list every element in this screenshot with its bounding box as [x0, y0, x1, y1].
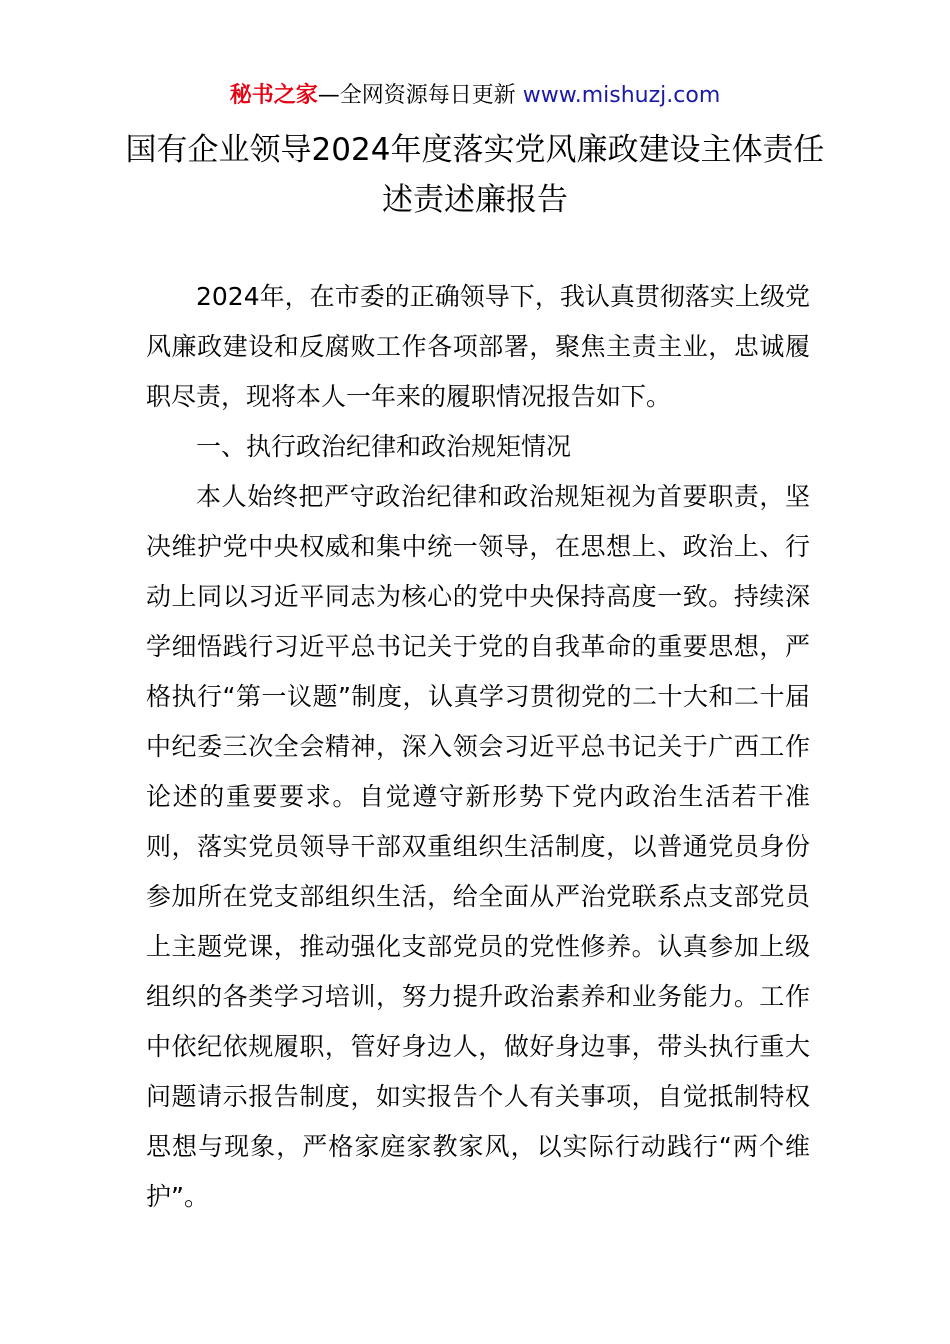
- site-url-link[interactable]: www.mishuzj.com: [522, 83, 721, 108]
- document-title: 国有企业领导2024年度落实党风廉政建设主体责任述责述廉报告: [125, 132, 825, 218]
- body-paragraph: 本人始终把严守政治纪律和政治规矩视为首要职责，坚决维护党中央权威和集中统一领导，在思想上、政治上、行动上同以习近平同志为核心的党中央保持高度一致。持续深学细悟践行习近平总书记关于党的自我革命的重要思想，严格执行“第一议题”制度，认真学习贯彻党的二十大和二十届中纪委三次全会精神，深入领会习近平总书记关于广西工作论述的重要要求。自觉遵守新形势下党内政治生活若干准则，落实党员领导干部双重组织生活制度，以普通党员身份参加所在党支部组织生活，给全面从严治党联系点支部党员上主题党课，推动强化支部党员的党性修养。认真参加上级组织的各类学习培训，努力提升政治素养和业务能力。工作中依纪依规履职，管好身边人，做好身边事，带头执行重大问题请示报告制度，如实报告个人有关事项，自觉抵制特权思想与现象，严格家庭家教家风，以实际行动践行“两个维护”。: [146, 482, 810, 1211]
- intro-paragraph: 2024年，在市委的正确领导下，我认真贯彻落实上级党风廉政建设和反腐败工作各项部署，聚焦主责主业，忠诚履职尽责，现将本人一年来的履职情况报告如下。: [146, 282, 810, 411]
- brand-name: 秘书之家: [229, 83, 318, 108]
- site-banner: [0, 80, 950, 112]
- banner-tagline: —全网资源每日更新: [317, 83, 523, 108]
- section-heading: 一、执行政治纪律和政治规矩情况: [196, 432, 572, 461]
- document-body: [146, 272, 810, 1222]
